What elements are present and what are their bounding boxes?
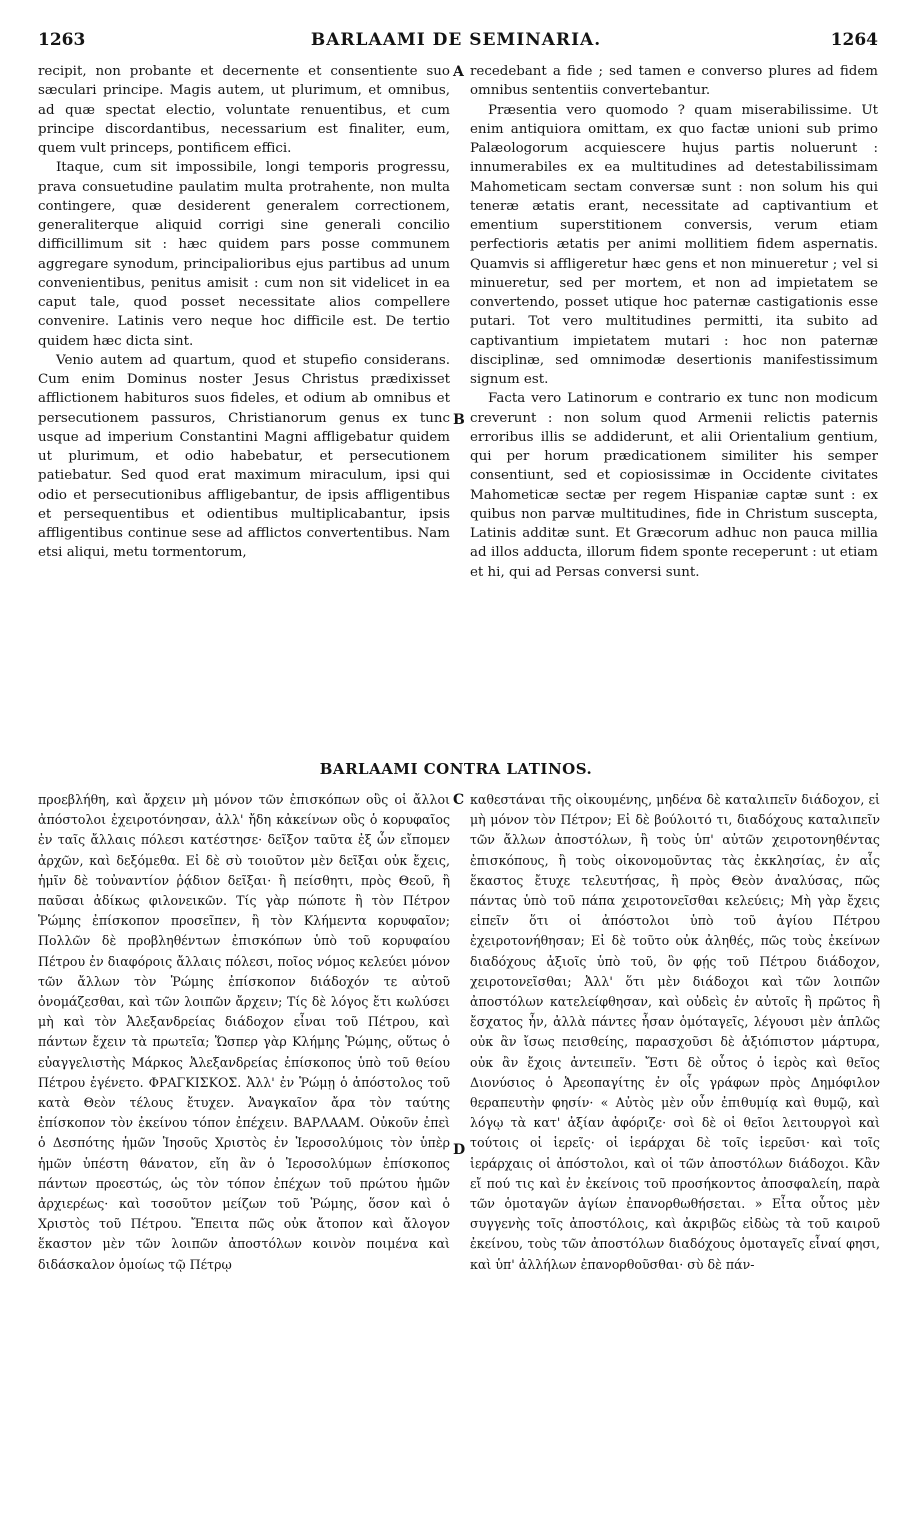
margin-marker-d: D xyxy=(453,1142,466,1158)
latin-right-paragraph-3: Facta vero Latinorum e contrario ex tunc non modicum creverunt : non solum quod Armenii relictis paternis erroribus illis se addiderunt, et alii Orientalium gentium, qui per horum prædicationem similiter his semper consentiunt, sed et copiosissimæ in Occidente civitates Mahometicæ sectæ per regem Hispaniæ captæ sunt : ex quibus non parvæ multitudines, fide in Christum suscepta, Latinis additæ sunt. Et Græcorum adhuc non pauca millia ad illos adducta, illorum fidem sponte receperunt : ut etiam et hi, qui ad Persas conversi sunt. xyxy=(470,391,878,580)
running-head xyxy=(0,30,912,58)
greek-left-paragraph-1: προεβλήθη, καὶ ἄρχειν μὴ μόνον τῶν ἐπισκόπων οὓς οἱ ἄλλοι ἀπόστολοι ἐχειροτόνησαν, ἀλλ' ἤδη κἀκείνων οὓς ὁ κορυφαῖος ἐν ταῖς ἄλλαις πόλεσι κατέστησε· δεῖξον ταῦτα ἐξ ὧν εἴπομεν ἀρχῶν, καὶ δεξόμεθα. Εἰ δὲ σὺ τοιοῦτον μὲν δεῖξαι οὐκ ἔχεις, ἡμῖν δὲ τοὐναντίον ῥᾴδιον δεῖξαι· ἢ πείσθητι, πρὸς Θεοῦ, ἢ παῦσαι ἀδίκως φιλονεικῶν. Τίς γὰρ πώποτε ἢ τὸν Πέτρον Ῥώμης ἐπίσκοπον προσεῖπεν, ἢ τὸν Κλήμεντα κορυφαῖον; Πολλῶν δὲ προβληθέντων ἐπισκόπων ὑπὸ τοῦ κορυφαίου Πέτρου ἐν διαφόροις ἄλλαις πόλεσι, ποῖος νόμος κελεύει μόνον τῶν ἄλλων τὸν Ῥώμης ἐπίσκοπον διάδοχόν τε αὐτοῦ ὀνομάζεσθαι, καὶ τῶν λοιπῶν ἄρχειν; Τίς δὲ λόγος ἔτι κωλύσει μὴ καὶ τὸν Ἀλεξανδρείας διάδοχον εἶναι τοῦ Πέτρου, καὶ πάντων ἔχειν τὰ πρωτεῖα; Ὥσπερ γὰρ Κλήμης Ῥώμης, οὕτως ὁ εὐαγγελιστὴς Μάρκος Ἀλεξανδρείας ἐπίσκοπος ὑπὸ τοῦ θείου Πέτρου ἐγένετο. ΦΡΑΓΚΙΣΚΟΣ. Ἀλλ' ἐν Ῥώμῃ ὁ ἀπόστολος τοῦ κατὰ Θεὸν τέλους ἔτυχεν. Ἀναγκαῖον ἄρα τὸν ταύτης ἐπίσκοπον τὸν ἐκείνου τόπον ἐπέχειν. ΒΑΡΛΑΑΜ. Οὐκοῦν ἐπεὶ ὁ Δεσπότης ἡμῶν Ἰησοῦς Χριστὸς ἐν Ἱεροσολύμοις τὸν ὑπὲρ ἡμῶν ὑπέστη θάνατον, εἴη ἂν ὁ Ἱεροσολύμων ἐπίσκοπος πάντων προεστώς, ὡς τὸν τόπον ἐπέχων τοῦ πρώτου ἡμῶν ἀρχιερέως· καὶ τοσοῦτον μείζων τοῦ Ῥώμης, ὅσον καὶ ὁ Χριστὸς τοῦ Πέτρου. Ἔπειτα πῶς οὐκ ἄτοπον καὶ ἄλογον ἕκαστον μὲν τῶν λοιπῶν ἀποστόλων κοινὸν ποιμένα καὶ διδάσκαλον ὁμοίως τῷ Πέτρῳ xyxy=(38,792,450,1272)
latin-left-paragraph-1: recipit, non probante et decernente et consentiente suo sæculari principe. Magis autem, ut plurimum, et omnibus, ad quæ spectat electio, voluntate renuentibus, et cum principe discordantibus, necessarium est finaliter, eum, quem vult princeps, pontificem effici. xyxy=(38,64,450,156)
section-title: BARLAAMI CONTRA LATINOS. xyxy=(319,760,593,778)
latin-right-paragraph-2: Præsentia vero quomodo ? quam miserabilissime. Ut enim antiquiora omittam, ex quo factæ unioni sub primo Palæologorum acquiescere hujus partis noluerunt : innumerabiles ex ea multitudines ad detestabilissimam Mahometicam sectam conversæ sunt : non solum his qui teneræ ætatis erant, necessitate ad captivantium et ementium superstitionem conversis, verum etiam perfectioris ætatis per animi mollitiem fidem aspernatis. Quamvis si affligeretur hæc gens et non minueretur ; vel si minueretur, sed per mortem, et non ad impietatem se convertendo, posset utique hoc paternæ castigationis esse putari. Tot vero multitudines permitti, ita subito ad captivantium impietatem mutari : hoc non paternæ disciplinæ, sed omnimodæ desertionis manifestissimum signum est. xyxy=(470,102,878,387)
latin-left-paragraph-3: Venio autem ad quartum, quod et stupefio considerans. Cum enim Dominus noster Jesus Christus prædixisset afflictionem habituros suos fideles, et odium ab omnibus et persecutionem passuros, Christianorum genus ex tunc usque ad imperium Constantini Magni affligebatur quidem ut plurimum, et odio habebatur, et persecutionem patiebatur. Sed quod erat maximum miraculum, ipsi qui odio et persecutionibus affligebantur, de ipsis affligentibus et persequentibus et odientibus multiplicabantur, ipsis affligentibus continue sese ad afflictos convertentibus. Nam etsi aliqui, metu tormentorum, xyxy=(38,352,450,561)
latin-column-right xyxy=(470,62,878,748)
latin-left-paragraph-2: Itaque, cum sit impossibile, longi temporis progressu, prava consuetudine paulatim multa protrahente, non multa contingere, quæ desiderent generalem correctionem, generaliterque aliquid corrigi sine generali concilio difficillimum sit : hæc quidem pars posse communem aggregare synodum, principalioribus ejus partibus ad unum convenientibus, penitus amisit : cum non sit videlicet in ea caput tale, quod posset necessitate alios compellere convenire. Latinis vero neque hoc difficile est. De tertio quidem hæc dicta sint. xyxy=(38,160,450,349)
page-number-right: 1264 xyxy=(830,30,878,50)
page-number-left: 1263 xyxy=(38,30,86,50)
margin-marker-a: A xyxy=(453,64,464,80)
margin-marker-b: B xyxy=(453,412,465,428)
margin-marker-c: C xyxy=(453,792,465,808)
latin-column-left xyxy=(38,62,450,748)
greek-right-paragraph-1: καθεστάναι τῆς οἰκουμένης, μηδένα δὲ καταλιπεῖν διάδοχον, εἰ μὴ μόνον τὸν Πέτρον; Εἰ δὲ βούλοιτό τι, διαδόχους καταλιπεῖν τῶν ἄλλων ἀποστόλων, ἢ τοὺς ὑπ' αὐτῶν χειροτονηθέντας ἐπισκόπους, ἢ τοὺς οἰκονομοῦντας τὰς ἐκκλησίας, ἐν αἷς ἕκαστος ἔτυχε τελευτήσας, ἢ πρὸς Θεὸν ἀναλύσας, πῶς πάντας ὑπὸ τοῦ πάπα χειροτονεῖσθαι κελεύεις; Μὴ γὰρ ἔχεις εἰπεῖν ὅτι οἱ ἀπόστολοι ὑπὸ τοῦ ἁγίου Πέτρου ἐχειροτονήθησαν; Εἰ δὲ τοῦτο οὐκ ἀληθές, πῶς τοὺς ἐκείνων διαδόχους ἀξιοῖς ὑπὸ τοῦ, ὃν φῄς τοῦ Πέτρου διάδοχον, χειροτονεῖσθαι; Ἀλλ' ὅτι μὲν διάδοχοι καὶ τῶν λοιπῶν ἀποστόλων κατελείφθησαν, καὶ οὐδεὶς ἐν αὐτοῖς ἢ πρῶτος ἢ ἔσχατος ἦν, ἀλλὰ πάντες ἦσαν ὁμόταγεῖς, λέγουσι μὲν ἁπλῶς οὐκ ἂν ἴσως πεισθείης, παρασχοῦσι δὲ ἀξιόπιστον μάρτυρα, οὐκ ἂν ἔχοις ἀντειπεῖν. Ἔστι δὲ οὗτος ὁ ἱερὸς καὶ θεῖος Διονύσιος ὁ Ἀρεοπαγίτης ἐν οἷς γράφων πρὸς Δημόφιλον θεραπευτὴν φησίν· « Αὐτὸς μὲν οὖν ἐπιθυμίᾳ καὶ θυμῷ, καὶ λόγῳ τὰ κατ' ἀξίαν ἀφόριζε· σοὶ δὲ οἱ θεῖοι λειτουργοὶ καὶ τούτοις οἱ ἱερεῖς· οἱ ἱεράρχαι δὲ τοῖς ἱερεῦσι· καὶ τοῖς ἱεράρχαις οἱ ἀπόστολοι, καὶ οἱ τῶν ἀποστόλων διάδοχοι. Κἂν εἴ πού τις καὶ ἐν ἐκείνοις τοῦ προσήκοντος ἀποσφαλείη, παρὰ τῶν ὁμοταγῶν ἁγίων ἐπανορθωθήσεται. » Εἶτα οὗτος μὲν συγγενὴς τοῖς ἀποστόλοις, καὶ ἀκριβῶς εἰδὼς τὰ τοῦ καιροῦ ἐκείνου, τοὺς τῶν ἀποστόλων διαδόχους ὁμοταγεῖς εἶναί φησι, καὶ ὑπ' ἀλλήλων ἐπανορθοῦσθαι· σὺ δὲ πάν- xyxy=(470,792,880,1272)
greek-column-right xyxy=(470,790,880,1510)
running-title: BARLAAMI DE SEMINARIA. xyxy=(310,30,602,50)
latin-right-paragraph-1: recedebant a fide ; sed tamen e converso plures ad fidem omnibus sententiis convertebantur. xyxy=(470,64,878,99)
greek-column-left xyxy=(38,790,450,1510)
